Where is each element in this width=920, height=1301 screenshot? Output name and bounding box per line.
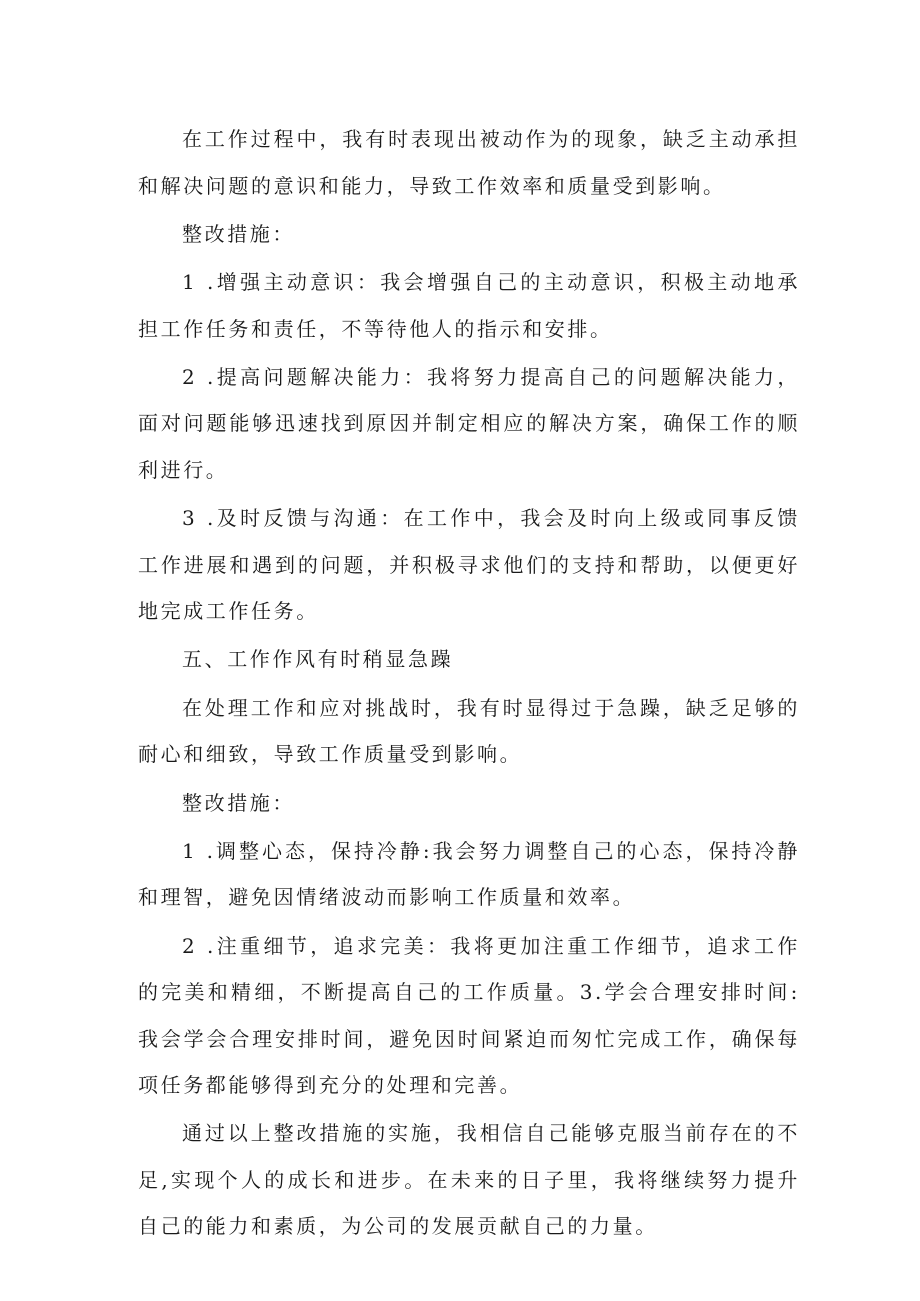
measures-heading: 整改措施： — [182, 221, 295, 246]
measure-item: 3 .及时反馈与沟通：在工作中，我会及时向上级或同事反馈工作进展和遇到的问题，并积极寻求他们的支持和帮助，以便更好地完成工作任务。 — [138, 506, 800, 624]
paragraph-impatience: 在处理工作和应对挑战时，我有时显得过于急躁，缺乏足够的耐心和细致，导致工作质量受到影响。 — [138, 695, 800, 767]
measure-item: 2 .注重细节，追求完美：我将更加注重工作细节，追求工作的完美和精细，不断提高自己的工作质量。3.学会合理安排时间:我会学会合理安排时间，避免因时间紧迫而匆忙完成工作，确保每项任务都能够得到充分的处理和完善。 — [138, 933, 800, 1098]
measure-item: 1 .增强主动意识：我会增强自己的主动意识，积极主动地承担工作任务和责任，不等待他人的指示和安排。 — [138, 270, 800, 341]
section-heading: 五、工作作风有时稍显急躁 — [182, 647, 454, 672]
measure-item: 2 .提高问题解决能力：我将努力提高自己的问题解决能力，面对问题能够迅速找到原因并制定相应的解决方案，确保工作的顺利进行。 — [138, 364, 800, 482]
document-body — [138, 116, 800, 1252]
conclusion-paragraph: 通过以上整改措施的实施，我相信自己能够克服当前存在的不足,实现个人的成长和进步。在未来的日子里，我将继续努力提升自己的能力和素质，为公司的发展贡献自己的力量。 — [138, 1121, 800, 1239]
measures-heading: 整改措施： — [182, 790, 295, 815]
paragraph-passive-work: 在工作过程中，我有时表现出被动作为的现象，缺乏主动承担和解决问题的意识和能力，导致工作效率和质量受到影响。 — [138, 127, 800, 198]
measure-item: 1 .调整心态，保持冷静:我会努力调整自己的心态，保持冷静和理智，避免因情绪波动而影响工作质量和效率。 — [138, 838, 800, 910]
